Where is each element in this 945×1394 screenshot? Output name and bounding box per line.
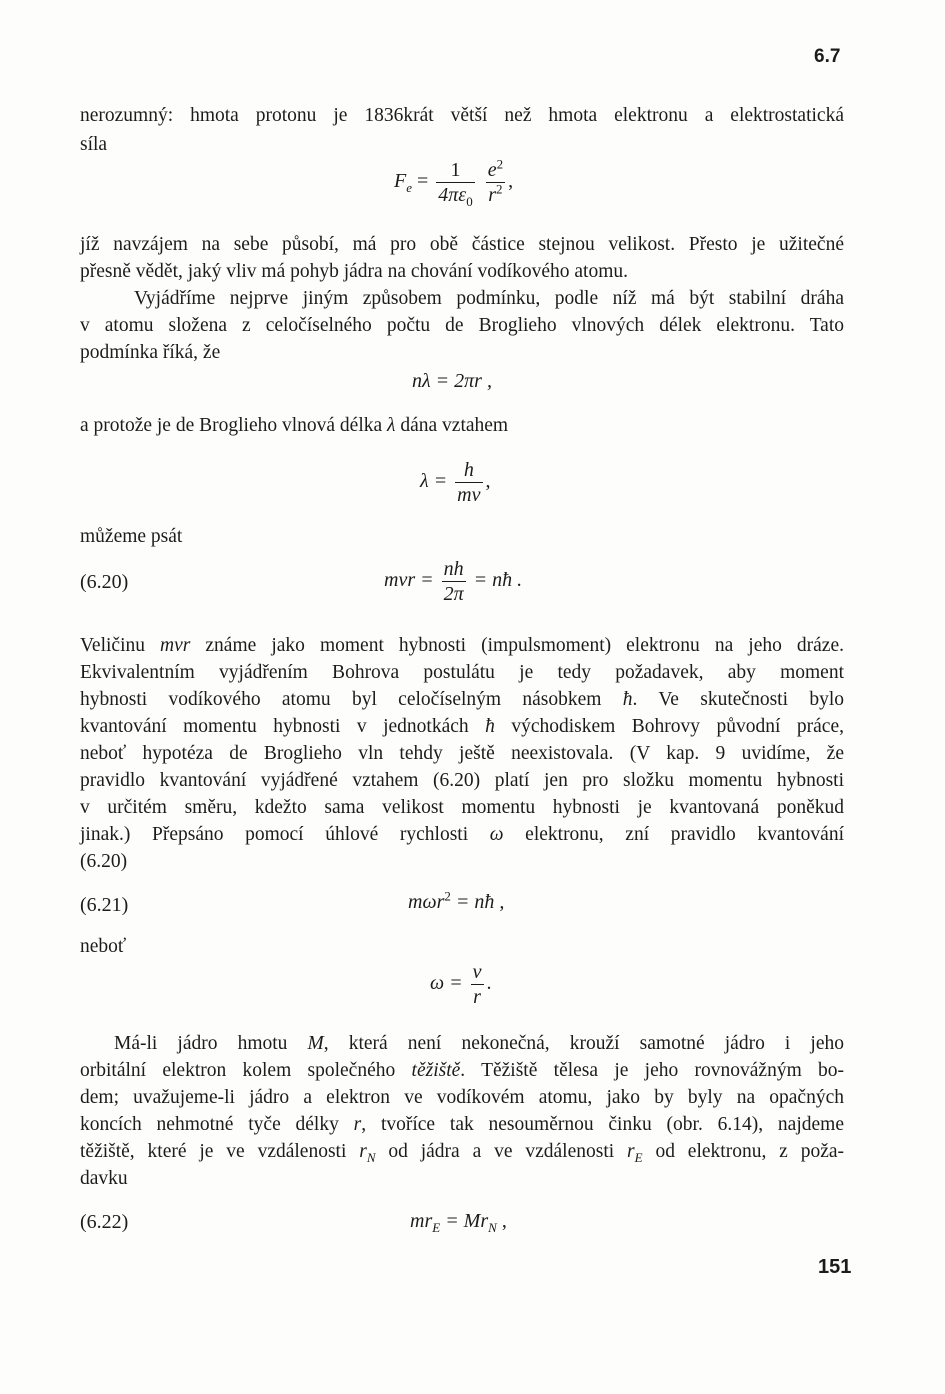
text-run: od elektronu, z poža- xyxy=(642,1141,844,1162)
inline-subscript: N xyxy=(366,1149,376,1165)
paragraph-line: Ekvivalentním vyjádřením Bohrova postulátu je tedy požadavek, aby moment xyxy=(80,662,844,683)
equation-coulomb-force xyxy=(394,158,513,207)
text-run: elektronu, zní pravidlo kvantování xyxy=(503,824,844,845)
eq-equals: = xyxy=(417,170,429,193)
inline-symbol: ħ xyxy=(485,716,495,737)
emphasized-term: těžiště xyxy=(411,1060,461,1081)
paragraph-line: neboť hypotéza de Broglieho vln tehdy ještě neexistovala. (V kap. 9 uvidíme, že xyxy=(80,743,844,764)
paragraph-line: v určitém směru, kdežto sama velikost momentu hybnosti je kvantovaná poněkud xyxy=(80,797,844,818)
equation-number: (6.22) xyxy=(80,1211,129,1233)
inline-symbol: mvr xyxy=(160,635,191,656)
fraction xyxy=(455,458,482,507)
text-run: jinak.) Přepsáno pomocí úhlové rychlosti xyxy=(80,824,490,845)
eq-mid: = Mr xyxy=(440,1210,489,1232)
eq-superscript: 2 xyxy=(496,156,504,172)
text-run: , tvoříce tak nesouměrnou činku (obr. 6.14), najdeme xyxy=(361,1114,844,1135)
eq-symbol: F xyxy=(394,170,407,193)
text-run: Veličinu xyxy=(80,635,161,656)
inline-symbol: M xyxy=(307,1033,324,1054)
fraction xyxy=(442,557,466,606)
paragraph-line: podmínka říká, že xyxy=(80,342,221,363)
equation-angular-velocity xyxy=(430,960,492,1009)
fraction xyxy=(471,960,484,1009)
inline-symbol: λ xyxy=(387,415,396,436)
paragraph-line: nerozumný: hmota protonu je 1836krát větší než hmota elektronu a elektrostatická xyxy=(80,105,844,126)
text-run: orbitální elektron kolem společného xyxy=(80,1060,412,1081)
equation-6-21 xyxy=(408,888,505,914)
text-run: hybnosti vodíkového atomu byl celočíselným násobkem xyxy=(80,689,623,710)
paragraph-line xyxy=(80,822,844,849)
text-run: Má-li jádro hmotu xyxy=(114,1033,308,1054)
equation-number: (6.20) xyxy=(80,571,129,593)
eq-punct: . xyxy=(486,972,492,995)
fraction-numerator: h xyxy=(455,458,482,483)
eq-subscript: e xyxy=(406,180,412,196)
inline-symbol: ω xyxy=(489,824,504,845)
equation-6-22 xyxy=(410,1210,507,1233)
eq-punct: , xyxy=(485,470,491,493)
eq-lhs: ω = xyxy=(430,972,463,995)
paragraph-line xyxy=(80,714,844,741)
fraction-numerator: e xyxy=(487,159,497,181)
eq-punct: , xyxy=(496,1210,507,1232)
fraction-denominator: mv xyxy=(457,484,481,506)
eq-lhs: λ = xyxy=(420,470,448,493)
paragraph-line: (6.20) xyxy=(80,851,128,872)
paragraph-line xyxy=(80,1139,844,1166)
paragraph-line: můžeme psát xyxy=(80,526,183,547)
equation-number: (6.21) xyxy=(80,894,129,916)
eq-lhs: mωr xyxy=(408,891,445,913)
fraction-denominator: 2π xyxy=(443,583,464,605)
eq-punct: , xyxy=(508,170,514,193)
page-number: 151 xyxy=(818,1256,852,1278)
paragraph-line: v atomu složena z celočíselného počtu de Broglieho vlnových délek elektronu. Tato xyxy=(80,315,844,336)
paragraph-line xyxy=(80,633,844,660)
inline-symbol: r xyxy=(353,1114,362,1135)
text-run: a protože je de Broglieho vlnová délka xyxy=(80,415,388,436)
inline-subscript: E xyxy=(634,1149,643,1165)
eq-rhs: = nħ . xyxy=(473,569,523,592)
paragraph-line: dem; uvažujeme-li jádro a elektron ve vodíkovém atomu, jako by byly na opačných xyxy=(80,1087,844,1108)
fraction-denominator: 4πε xyxy=(438,184,467,206)
equation-orbit-condition: nλ = 2πr , xyxy=(412,370,492,392)
paragraph-line xyxy=(80,1112,844,1139)
inline-symbol: r xyxy=(359,1141,367,1162)
text-run: od jádra a ve vzdálenosti xyxy=(375,1141,628,1162)
text-run: dána vztahem xyxy=(395,415,509,436)
paragraph-line: neboť xyxy=(80,936,127,957)
text-run: těžiště, které je ve vzdálenosti xyxy=(80,1141,360,1162)
eq-subscript: E xyxy=(432,1220,441,1235)
eq-lhs: mvr = xyxy=(384,569,434,592)
equation-6-20 xyxy=(384,557,522,606)
fraction xyxy=(486,158,505,207)
fraction-denominator: r xyxy=(488,184,497,206)
text-run: . Ve skutečnosti bylo xyxy=(632,689,844,710)
paragraph-line xyxy=(80,413,844,440)
equation-de-broglie xyxy=(420,458,491,507)
paragraph-line: přesně vědět, jaký vliv má pohyb jádra na chování vodíkového atomu. xyxy=(80,261,629,282)
text-run: známe jako moment hybnosti (impulsmoment) elektronu na jeho dráze. xyxy=(190,635,844,656)
fraction-numerator: nh xyxy=(442,557,466,582)
text-run: , která není nekonečná, krouží samotné jádro i jeho xyxy=(323,1033,844,1054)
fraction-denominator: r xyxy=(473,986,481,1008)
eq-lhs: mr xyxy=(410,1210,433,1232)
eq-subscript: N xyxy=(488,1220,497,1235)
paragraph-line xyxy=(80,1058,844,1085)
paragraph-line: jíž navzájem na sebe působí, má pro obě částice stejnou velikost. Přesto je užitečné xyxy=(80,234,844,255)
eq-rhs: = nħ , xyxy=(450,891,505,913)
section-number: 6.7 xyxy=(814,46,841,67)
text-run: kvantování momentu hybnosti v jednotkách xyxy=(80,716,486,737)
paragraph-line: Vyjádříme nejprve jiným způsobem podmínku, podle níž má být stabilní dráha xyxy=(134,288,844,309)
paragraph-line: davku xyxy=(80,1168,128,1189)
fraction-numerator: v xyxy=(472,961,482,983)
text-run: . Těžiště tělesa je jeho rovnovážným bo- xyxy=(460,1060,845,1081)
paragraph-line: síla xyxy=(80,134,108,155)
text-run: východiskem Bohrovy původní práce, xyxy=(494,716,844,737)
inline-symbol: r xyxy=(627,1141,635,1162)
fraction xyxy=(436,158,474,207)
paragraph-line xyxy=(80,687,844,714)
inline-symbol: ħ xyxy=(622,689,633,710)
fraction-numerator: 1 xyxy=(436,158,474,183)
eq-superscript: 2 xyxy=(496,181,503,197)
paragraph-line: pravidlo kvantování vyjádřené vztahem (6.20) platí jen pro složku momentu hybnosti xyxy=(80,770,844,791)
text-run: koncích nehmotné tyče délky xyxy=(80,1114,354,1135)
paragraph-line xyxy=(114,1031,844,1058)
eq-subscript: 0 xyxy=(466,194,473,209)
eq-superscript: 2 xyxy=(444,888,451,904)
